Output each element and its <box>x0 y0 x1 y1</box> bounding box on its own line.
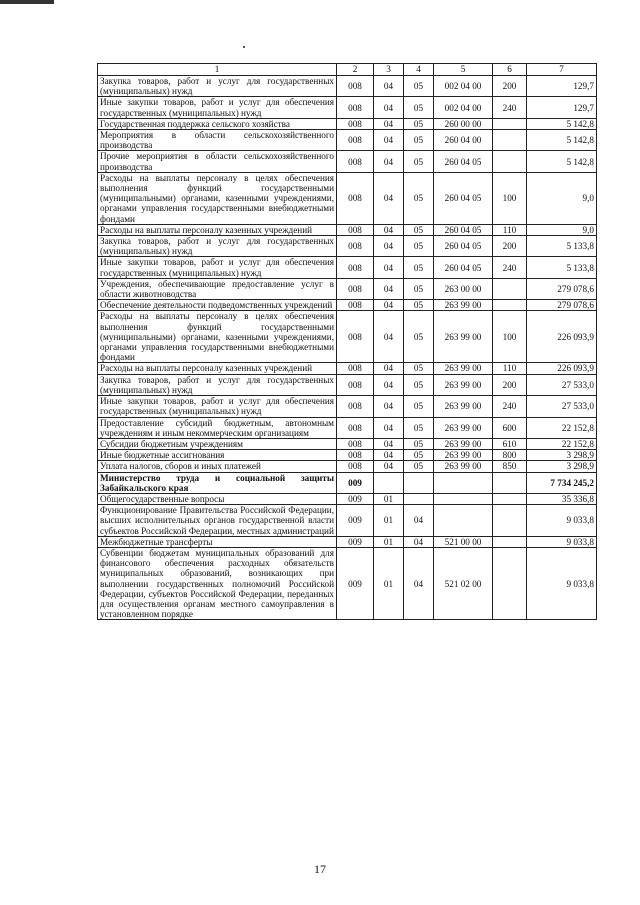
table-row <box>98 224 597 235</box>
cell-ministry-code: 008 <box>337 224 374 235</box>
cell-target-article: 263 99 00 <box>434 300 493 311</box>
table-row <box>98 172 597 224</box>
cell-expense-type <box>493 493 527 504</box>
table-row <box>98 505 597 537</box>
cell-target-article: 263 99 00 <box>434 374 493 395</box>
row-name: Расходы на выплаты персоналу в целях обеспечения выполнения функций государственными (муниципальными) органами, казенными учреждениями, органами управления государственными внебюджетными фондами <box>98 311 337 363</box>
cell-subsection: 04 <box>404 536 434 547</box>
cell-ministry-code: 008 <box>337 417 374 438</box>
cell-target-article: 263 99 00 <box>434 396 493 417</box>
cell-target-article <box>434 505 493 537</box>
table-row <box>98 151 597 172</box>
cell-subsection: 05 <box>404 236 434 257</box>
cell-section: 04 <box>374 311 404 363</box>
cell-target-article: 260 04 05 <box>434 257 493 278</box>
table-row <box>98 76 597 97</box>
cell-target-article: 263 99 00 <box>434 363 493 374</box>
cell-subsection: 05 <box>404 363 434 374</box>
cell-target-article: 263 99 00 <box>434 417 493 438</box>
cell-expense-type <box>493 547 527 619</box>
cell-target-article: 260 04 00 <box>434 130 493 151</box>
row-name: Функционирование Правительства Российской Федерации, высших исполнительных органов государственной власти субъектов Российской Федерации, местных администраций <box>98 505 337 537</box>
cell-ministry-code: 008 <box>337 461 374 472</box>
cell-subsection: 05 <box>404 118 434 129</box>
cell-ministry-code: 008 <box>337 130 374 151</box>
cell-section: 04 <box>374 396 404 417</box>
cell-expense-type <box>493 130 527 151</box>
cell-target-article: 260 00 00 <box>434 118 493 129</box>
cell-subsection <box>404 472 434 493</box>
cell-subsection: 05 <box>404 450 434 461</box>
cell-section: 04 <box>374 417 404 438</box>
row-name: Иные бюджетные ассигнования <box>98 450 337 461</box>
row-name: Закупка товаров, работ и услуг для государственных (муниципальных) нужд <box>98 236 337 257</box>
cell-section: 04 <box>374 278 404 299</box>
cell-subsection: 05 <box>404 374 434 395</box>
cell-expense-type <box>493 300 527 311</box>
cell-target-article: 263 99 00 <box>434 311 493 363</box>
cell-subsection: 05 <box>404 278 434 299</box>
cell-subsection: 05 <box>404 396 434 417</box>
cell-target-article: 263 00 00 <box>434 278 493 299</box>
cell-ministry-code: 008 <box>337 300 374 311</box>
cell-section: 04 <box>374 224 404 235</box>
table-row <box>98 257 597 278</box>
cell-expense-type: 850 <box>493 461 527 472</box>
cell-expense-type <box>493 118 527 129</box>
cell-section: 04 <box>374 236 404 257</box>
cell-section: 01 <box>374 493 404 504</box>
cell-target-article <box>434 472 493 493</box>
header-cell: 7 <box>527 64 597 76</box>
cell-subsection: 05 <box>404 300 434 311</box>
cell-expense-type: 240 <box>493 97 527 118</box>
cell-expense-type <box>493 472 527 493</box>
row-name: Обеспечение деятельности подведомственных учреждений <box>98 300 337 311</box>
row-name: Расходы на выплаты персоналу казенных учреждений <box>98 224 337 235</box>
table-row <box>98 396 597 417</box>
header-cell: 1 <box>98 64 337 76</box>
cell-subsection: 05 <box>404 151 434 172</box>
row-name: Иные закупки товаров, работ и услуг для обеспечения государственных (муниципальных) нужд <box>98 257 337 278</box>
cell-section: 04 <box>374 76 404 97</box>
cell-target-article: 260 04 05 <box>434 224 493 235</box>
cell-expense-type <box>493 505 527 537</box>
cell-amount: 9,0 <box>527 172 597 224</box>
scan-dust-dot <box>243 46 245 48</box>
cell-section: 04 <box>374 257 404 278</box>
cell-subsection: 05 <box>404 438 434 449</box>
row-name: Общегосударственные вопросы <box>98 493 337 504</box>
cell-subsection: 05 <box>404 461 434 472</box>
cell-target-article: 521 00 00 <box>434 536 493 547</box>
cell-expense-type: 610 <box>493 438 527 449</box>
row-name: Мероприятия в области сельскохозяйственного производства <box>98 130 337 151</box>
cell-amount: 5 142,8 <box>527 130 597 151</box>
page-number: 17 <box>314 862 326 876</box>
cell-expense-type: 100 <box>493 311 527 363</box>
table-row <box>98 536 597 547</box>
table-row <box>98 547 597 619</box>
table-row <box>98 438 597 449</box>
cell-target-article: 263 99 00 <box>434 461 493 472</box>
cell-amount: 35 336,8 <box>527 493 597 504</box>
cell-ministry-code: 009 <box>337 547 374 619</box>
row-name: Прочие мероприятия в области сельскохозяйственного производства <box>98 151 337 172</box>
cell-subsection: 05 <box>404 172 434 224</box>
cell-expense-type: 200 <box>493 374 527 395</box>
table-row <box>98 300 597 311</box>
table-row <box>98 311 597 363</box>
table-row <box>98 417 597 438</box>
cell-section: 04 <box>374 118 404 129</box>
cell-expense-type: 110 <box>493 363 527 374</box>
cell-expense-type <box>493 536 527 547</box>
table-row <box>98 278 597 299</box>
row-name: Учреждения, обеспечивающие предоставление услуг в области животноводства <box>98 278 337 299</box>
row-name: Закупка товаров, работ и услуг для государственных (муниципальных) нужд <box>98 374 337 395</box>
cell-expense-type: 200 <box>493 236 527 257</box>
row-name: Закупка товаров, работ и услуг для государственных (муниципальных) нужд <box>98 76 337 97</box>
row-name: Межбюджетные трансферты <box>98 536 337 547</box>
cell-amount: 279 078,6 <box>527 278 597 299</box>
cell-amount: 226 093,9 <box>527 311 597 363</box>
cell-expense-type: 240 <box>493 396 527 417</box>
cell-target-article: 002 04 00 <box>434 97 493 118</box>
cell-amount: 129,7 <box>527 97 597 118</box>
cell-section: 04 <box>374 130 404 151</box>
cell-section: 01 <box>374 547 404 619</box>
table-row <box>98 118 597 129</box>
cell-section <box>374 472 404 493</box>
cell-target-article <box>434 493 493 504</box>
cell-subsection: 05 <box>404 417 434 438</box>
cell-expense-type <box>493 151 527 172</box>
cell-subsection: 04 <box>404 505 434 537</box>
row-name: Расходы на выплаты персоналу казенных учреждений <box>98 363 337 374</box>
cell-expense-type: 100 <box>493 172 527 224</box>
cell-target-article: 002 04 00 <box>434 76 493 97</box>
cell-expense-type: 600 <box>493 417 527 438</box>
cell-ministry-code: 008 <box>337 257 374 278</box>
cell-ministry-code: 008 <box>337 151 374 172</box>
cell-target-article: 521 02 00 <box>434 547 493 619</box>
cell-amount: 5 142,8 <box>527 151 597 172</box>
header-cell: 2 <box>337 64 374 76</box>
row-name: Иные закупки товаров, работ и услуг для обеспечения государственных (муниципальных) нужд <box>98 97 337 118</box>
header-cell: 6 <box>493 64 527 76</box>
cell-amount: 279 078,6 <box>527 300 597 311</box>
budget-table <box>97 63 597 620</box>
cell-ministry-code: 008 <box>337 172 374 224</box>
row-name: Субвенции бюджетам муниципальных образований для финансового обеспечения расходных обязательств муниципальных образований, возникающих при выполнении государственных полномочий Российской Федерации, субъектов Российской Федерации, переданных для осуществления органам местного самоуправления в установленном порядке <box>98 547 337 619</box>
cell-subsection <box>404 493 434 504</box>
cell-ministry-code: 008 <box>337 118 374 129</box>
cell-target-article: 263 99 00 <box>434 450 493 461</box>
table-row <box>98 363 597 374</box>
table-row <box>98 493 597 504</box>
cell-amount: 27 533,0 <box>527 374 597 395</box>
row-name: Предоставление субсидий бюджетным, автономным учреждениям и иным некоммерческим организациям <box>98 417 337 438</box>
cell-section: 04 <box>374 363 404 374</box>
cell-section: 04 <box>374 97 404 118</box>
cell-ministry-code: 009 <box>337 493 374 504</box>
cell-amount: 22 152,8 <box>527 417 597 438</box>
cell-expense-type: 110 <box>493 224 527 235</box>
cell-ministry-code: 008 <box>337 374 374 395</box>
cell-ministry-code: 008 <box>337 97 374 118</box>
cell-section: 04 <box>374 450 404 461</box>
cell-amount: 129,7 <box>527 76 597 97</box>
row-name: Уплата налогов, сборов и иных платежей <box>98 461 337 472</box>
header-cell: 3 <box>374 64 404 76</box>
cell-amount: 9 033,8 <box>527 536 597 547</box>
table-row <box>98 97 597 118</box>
cell-amount: 5 133,8 <box>527 236 597 257</box>
cell-subsection: 05 <box>404 130 434 151</box>
cell-section: 04 <box>374 172 404 224</box>
cell-section: 04 <box>374 461 404 472</box>
cell-section: 04 <box>374 438 404 449</box>
cell-ministry-code: 008 <box>337 363 374 374</box>
cell-subsection: 05 <box>404 311 434 363</box>
row-name: Министерство труда и социальной защиты Забайкальского края <box>98 472 337 493</box>
table-row <box>98 374 597 395</box>
cell-subsection: 05 <box>404 224 434 235</box>
cell-amount: 9,0 <box>527 224 597 235</box>
cell-target-article: 260 04 05 <box>434 151 493 172</box>
cell-expense-type <box>493 278 527 299</box>
cell-subsection: 05 <box>404 257 434 278</box>
header-cell: 5 <box>434 64 493 76</box>
cell-section: 04 <box>374 151 404 172</box>
table-row <box>98 472 597 493</box>
row-name: Иные закупки товаров, работ и услуг для обеспечения государственных (муниципальных) нужд <box>98 396 337 417</box>
cell-subsection: 04 <box>404 547 434 619</box>
scan-edge-mark <box>0 0 54 4</box>
cell-expense-type: 240 <box>493 257 527 278</box>
cell-amount: 27 533,0 <box>527 396 597 417</box>
cell-amount: 22 152,8 <box>527 438 597 449</box>
cell-target-article: 260 04 05 <box>434 236 493 257</box>
cell-ministry-code: 008 <box>337 311 374 363</box>
table-row <box>98 450 597 461</box>
cell-section: 01 <box>374 505 404 537</box>
cell-expense-type: 800 <box>493 450 527 461</box>
cell-amount: 9 033,8 <box>527 547 597 619</box>
cell-ministry-code: 008 <box>337 76 374 97</box>
cell-amount: 5 142,8 <box>527 118 597 129</box>
cell-subsection: 05 <box>404 76 434 97</box>
table-row <box>98 461 597 472</box>
cell-amount: 3 298,9 <box>527 450 597 461</box>
cell-ministry-code: 008 <box>337 438 374 449</box>
cell-target-article: 260 04 05 <box>434 172 493 224</box>
cell-ministry-code: 008 <box>337 236 374 257</box>
cell-ministry-code: 009 <box>337 536 374 547</box>
cell-section: 04 <box>374 374 404 395</box>
cell-section: 01 <box>374 536 404 547</box>
row-name: Государственная поддержка сельского хозяйства <box>98 118 337 129</box>
cell-target-article: 263 99 00 <box>434 438 493 449</box>
cell-ministry-code: 008 <box>337 450 374 461</box>
row-name: Субсидии бюджетным учреждениям <box>98 438 337 449</box>
header-row <box>98 64 597 76</box>
cell-amount: 5 133,8 <box>527 257 597 278</box>
cell-amount: 3 298,9 <box>527 461 597 472</box>
cell-section: 04 <box>374 300 404 311</box>
cell-ministry-code: 008 <box>337 278 374 299</box>
cell-ministry-code: 009 <box>337 505 374 537</box>
cell-expense-type: 200 <box>493 76 527 97</box>
cell-ministry-code: 009 <box>337 472 374 493</box>
row-name: Расходы на выплаты персоналу в целях обеспечения выполнения функций государственными (муниципальными) органами, казенными учреждениями, органами управления государственными внебюджетными фондами <box>98 172 337 224</box>
cell-amount: 226 093,9 <box>527 363 597 374</box>
header-cell: 4 <box>404 64 434 76</box>
cell-amount: 7 734 245,2 <box>527 472 597 493</box>
cell-ministry-code: 008 <box>337 396 374 417</box>
table-row <box>98 130 597 151</box>
cell-subsection: 05 <box>404 97 434 118</box>
cell-amount: 9 033,8 <box>527 505 597 537</box>
table-row <box>98 236 597 257</box>
